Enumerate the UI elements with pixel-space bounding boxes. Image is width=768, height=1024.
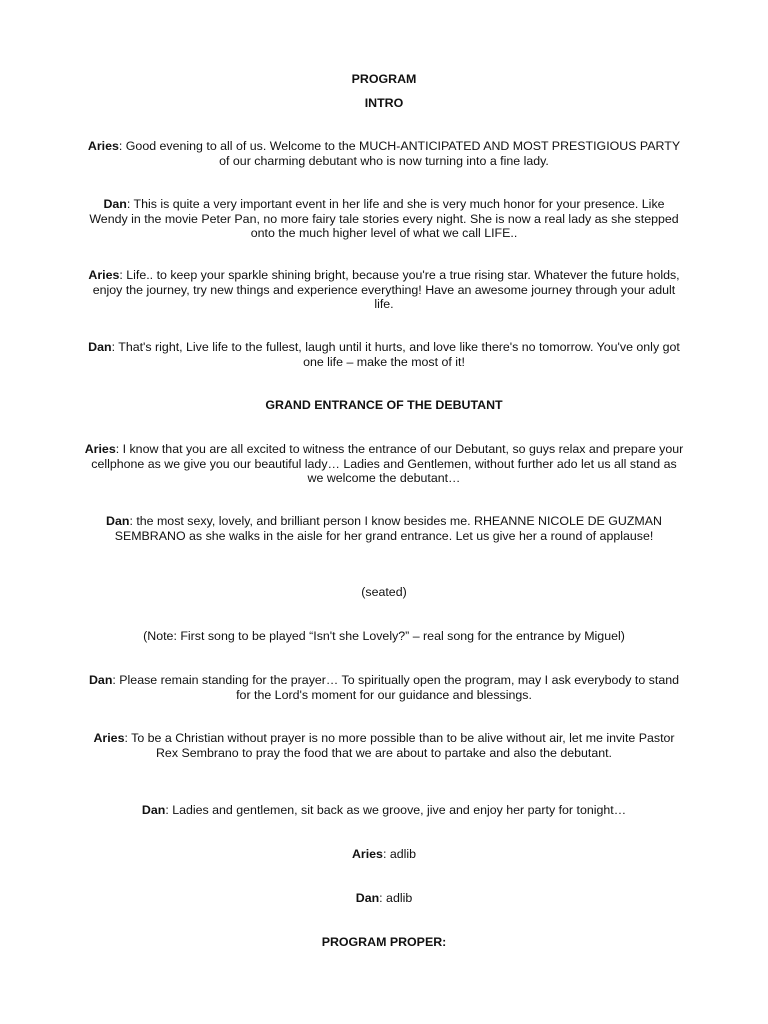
dialogue-dan-thats-right <box>84 340 684 369</box>
seated-note: (seated) <box>361 585 407 599</box>
dialogue-dan-important-event <box>84 197 684 241</box>
speaker-label: Dan <box>103 197 127 211</box>
dialogue-text: : I know that you are all excited to witness the entrance of our Debutant, so guys relax and prepare your cellphone as we give you our beautiful lady… Ladies and Gentlemen, without further ado let us all stand as we welcome the debutant… <box>91 442 684 485</box>
dialogue-text: : Ladies and gentlemen, sit back as we groove, jive and enjoy her party for tonight… <box>165 803 627 817</box>
dialogue-aries-welcome <box>84 139 684 168</box>
dialogue-dan-sit-back <box>84 803 684 818</box>
program-proper-heading: PROGRAM PROPER: <box>321 935 447 949</box>
dialogue-text: : Good evening to all of us. Welcome to the MUCH-ANTICIPATED AND MOST PRESTIGIOUS PARTY of our charming debutant who is now turning into a fine lady. <box>118 139 681 168</box>
intro-heading: INTRO <box>364 96 404 110</box>
dialogue-text: : Life.. to keep your sparkle shining bright, because you're a true rising star. Whatever the future holds, enjoy the journey, try new things and experience everything! Have an awesome journey through your adult life. <box>92 268 680 311</box>
dialogue-dan-debutant-name <box>84 514 684 543</box>
dialogue-text: : To be a Christian without prayer is no more possible than to be alive without air, let me invite Pastor Rex Sembrano to pray the food that we are about to partake and also the debutant. <box>124 731 675 760</box>
speaker-label: Dan <box>355 891 380 905</box>
dialogue-aries-life <box>84 268 684 312</box>
speaker-label: Dan <box>88 340 112 354</box>
dialogue-aries-christian <box>84 731 684 760</box>
speaker-label: Aries <box>87 139 119 153</box>
speaker-label: Aries <box>351 847 383 861</box>
speaker-label: Aries <box>84 442 116 456</box>
speaker-label: Aries <box>93 731 125 745</box>
dialogue-text: : adlib <box>379 891 413 905</box>
speaker-label: Dan <box>141 803 166 817</box>
dialogue-text: : Please remain standing for the prayer… To spiritually open the program, may I ask everybody to stand for the Lord's moment for our guidance and blessings. <box>112 673 679 702</box>
dialogue-dan-adlib <box>84 891 684 906</box>
dialogue-aries-adlib <box>84 847 684 862</box>
dialogue-text: : This is quite a very important event in her life and she is very much honor for your presence. Like Wendy in the movie Peter Pan, no more fairy tale stories every night. She is now a real lady as she stepped onto the much higher level of what we call LIFE.. <box>89 197 679 240</box>
program-title: PROGRAM <box>351 72 417 86</box>
dialogue-aries-entrance <box>84 442 684 486</box>
dialogue-dan-prayer <box>84 673 684 702</box>
song-note: (Note: First song to be played “Isn't she Lovely?” – real song for the entrance by Miguel) <box>143 629 625 643</box>
speaker-label: Dan <box>88 673 113 687</box>
dialogue-text: : That's right, Live life to the fullest, laugh until it hurts, and love like there's no tomorrow. You've only got one life – make the most of it! <box>111 340 680 369</box>
dialogue-text: : the most sexy, lovely, and brilliant person I know besides me. RHEANNE NICOLE DE GUZMAN SEMBRANO as she walks in the aisle for her grand entrance. Let us give her a round of applause! <box>114 514 662 543</box>
speaker-label: Aries <box>88 268 120 282</box>
grand-entrance-heading: GRAND ENTRANCE OF THE DEBUTANT <box>265 398 503 412</box>
speaker-label: Dan <box>106 514 130 528</box>
dialogue-text: : adlib <box>382 847 417 861</box>
